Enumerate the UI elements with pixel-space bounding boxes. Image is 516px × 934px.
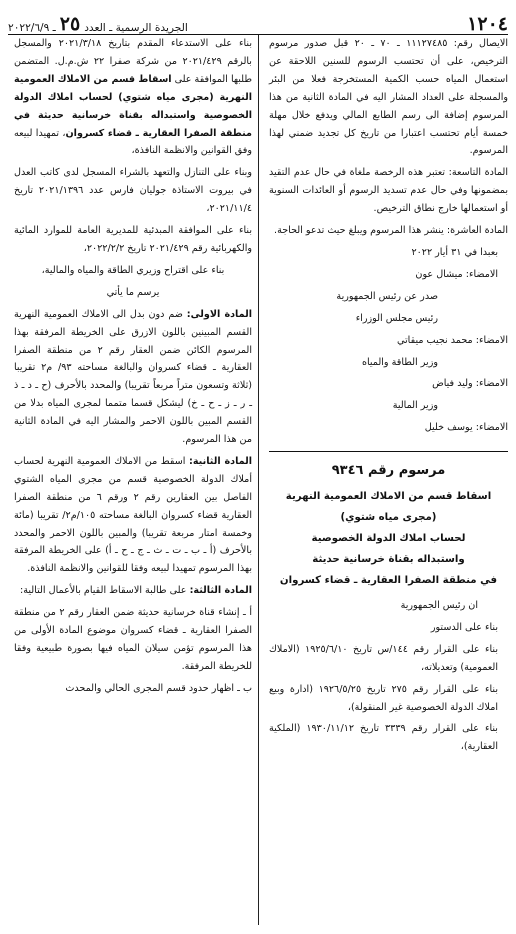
decree-title: مرسوم رقم ٩٣٤٦ <box>269 451 508 480</box>
finance-minister-title: وزير المالية <box>392 400 438 412</box>
article-text: على طالبة الاسقاط القيام بالأعمال التالية: <box>19 585 190 597</box>
preamble-line: بناء على القرار رقم ١٤٤/س تاريخ ١٩٢٥/٦/١٠ (الاملاك العمومية) وتعديلاته، <box>269 643 498 673</box>
article-label: المادة الاولى: <box>186 308 252 320</box>
signature-date: بعبدا في ٣١ أيار ٢٠٢٢ <box>411 246 498 258</box>
energy-minister-title: وزير الطاقة والمياه <box>361 356 438 368</box>
preamble-line: بناء على الدستور <box>430 621 498 633</box>
paragraph: وبناء على التنازل والتعهد بالشراء المسجل لدى كاتب العدل في بيروت الاستاذة جوليان فارس عدد ٢٠٢١/١٣٩٦ تاريخ ٢٠٢١/١١/٤، <box>14 167 252 215</box>
journal-info <box>8 15 188 34</box>
issued-by: صدر عن رئيس الجمهورية <box>336 290 438 302</box>
decree-subject-line: (مجرى مياه شتوي) <box>340 512 437 524</box>
preamble-line: ان رئيس الجمهورية <box>400 600 478 612</box>
article-text: ضم دون بدل الى الاملاك العمومية النهرية القسم المبينين باللون الازرق على الخريطة المرفقة بهذا المرسوم الكائن ضمن العقار رقم ٢ من منطقة الصفرا العقارية ـ قضاء كسروان والبالغة مساحته ٩٣/ م٢ تقريبا (ثلاثة وتسعون متراً مربعاً تقريبا) والمحدد بالأحرف (ح ـ د ـ ذ ـ ر ـ ز ـ ح ـ خ) ليشكل قسما متمما لمجرى المياه بدلا من القسم المبين باللون الاحمر والمشار اليه في المادة الثانية من هذا المرسوم. <box>14 308 252 446</box>
preamble-line: بناء على القرار رقم ٢٧٥ تاريخ ١٩٢٦/٥/٢٥ (ادارة وبيع املاك الدولة الخصوصية غير المنقولة)، <box>269 683 498 713</box>
president-signature: الامضاء: ميشال عون <box>415 268 498 280</box>
pm-title: رئيس مجلس الوزراء <box>355 312 438 324</box>
preamble-line: بناء على القرار رقم ٣٣٣٩ تاريخ ١٩٣٠/١١/١٢ (الملكية العقارية)، <box>269 723 498 753</box>
paragraph <box>14 35 252 160</box>
paragraph: بناء على اقتراح وزيري الطاقة والمياه والمالية، <box>41 264 225 276</box>
article-item: ب ـ اظهار حدود قسم المجرى الحالي والمحدث <box>65 682 252 694</box>
text: بناء على الاستدعاء المقدم بتاريخ ٢٠٢١/٣/١٨ والمسجل بالرقم ٢٠٢١/٤٢٩ من شركة صفرا ٢٢ ش.م.ل. المتضمن طلبها الموافقة على <box>14 38 252 85</box>
paragraph: المادة التاسعة: تعتبر هذه الرخصة ملغاة في حال عدم التقيد بمضمونها وفي حال عدم تسديد الرسوم أو العائدات السنوية أو استعمالها خارج نطاق الترخيص. <box>269 167 508 215</box>
article-3 <box>14 582 252 600</box>
article-1 <box>14 306 252 449</box>
article-label: المادة الثالثة: <box>189 585 252 597</box>
issue-date: ـ ٢٠٢٢/٦/٩ <box>8 22 56 34</box>
page-header <box>8 6 508 35</box>
page-number: ١٢٠٤ <box>467 13 508 35</box>
article-label: المادة الثانية: <box>189 455 252 467</box>
article-text: اسقط من الاملاك العمومية النهرية لحساب أملاك الدولة الخصوصية قسم من مجرى المياه الشتوي الفاصل بين العقارين رقم ٢ ورقم ٦ من منطقة الصفرا العقارية قضاء كسروان البالغة مساحته ١٠٥/م٢/ تقريبا (مائة وخمسة امتار مربعة تقريبا) والمبين باللون الاحمر والمحدد بالأحرف (أ ـ ب ـ ت ـ ث ـ ج ـ ح ـ أ) على الخريطة المرفقة بهذا المرسوم تمهيدا لبيعه وفقا للقوانين والانظمة النافذة. <box>14 455 253 575</box>
pm-signature: الامضاء: محمد نجيب ميقاتي <box>397 334 508 346</box>
issue-number: ٢٥ <box>59 13 81 35</box>
text: ، تمهيدا لبيعه وفق القوانين والانظمة النافذة، <box>14 127 252 157</box>
emphasis-text: اسقاط قسم من الاملاك العمومية النهرية (مجرى مياه شتوي) لحساب املاك الدولة الخصوصية واستبداله بقناة خرسانية حديثة في منطقة الصفرا العقارية ـ قضاء كسروان <box>14 73 252 139</box>
decree-subject-line: في منطقة الصفرا العقارية ـ قضاء كسروان <box>279 575 498 587</box>
columns <box>8 35 508 925</box>
decree-subject-line: اسقاط قسم من الاملاك العمومية النهرية <box>285 491 492 503</box>
paragraph: بناء على الموافقة المبدئية للمديرية العامة للموارد المائية والكهربائية رقم ٢٠٢١/٤٢٩ تاريخ ٢٠٢٢/٢/٢، <box>14 225 252 254</box>
journal-title: الجريدة الرسمية ـ العدد <box>84 22 188 34</box>
energy-minister-signature: الامضاء: وليد فياض <box>432 378 508 390</box>
article-item: أ ـ إنشاء قناة خرسانية حديثة ضمن العقار رقم ٢ من منطقة الصفرا العقارية ـ قضاء كسروان موضوع المادة الأولى من هذا المرسوم تؤمن سيلان المياه فيها بصورة طبيعية وفقا للخريطة المرفقة. <box>14 607 252 672</box>
decree-subject-line: لحساب املاك الدولة الخصوصية <box>311 533 466 545</box>
paragraph: الايصال رقم: ١١١٢٧٤٨٥ ـ ٧٠ ـ ٢٠ قبل صدور مرسوم الترخيص، على أن تحتسب الرسوم للسنين اللاحقة عن استعمال المياه حسب الكمية المستخرجة فعلا من البئر والمسجلة على العداد المشار اليه في المادة الثانية من هذا المرسوم إضافة الى رسم الطابع المالي ويدفع خلال مهلة خمسة أيام تحتسب اعتبارا من تاريخ كل تجديد ضمني لهذا المرسوم. <box>269 38 508 157</box>
article-2 <box>14 453 252 578</box>
decree-clause: يرسم ما يأتي <box>106 286 160 298</box>
right-column <box>263 35 508 925</box>
left-column <box>14 35 259 925</box>
paragraph: المادة العاشرة: ينشر هذا المرسوم ويبلغ حيث تدعو الحاجة. <box>274 225 508 237</box>
decree-subject-line: واستبداله بقناة خرسانية حديثة <box>312 554 465 566</box>
finance-minister-signature: الامضاء: يوسف خليل <box>424 422 508 434</box>
